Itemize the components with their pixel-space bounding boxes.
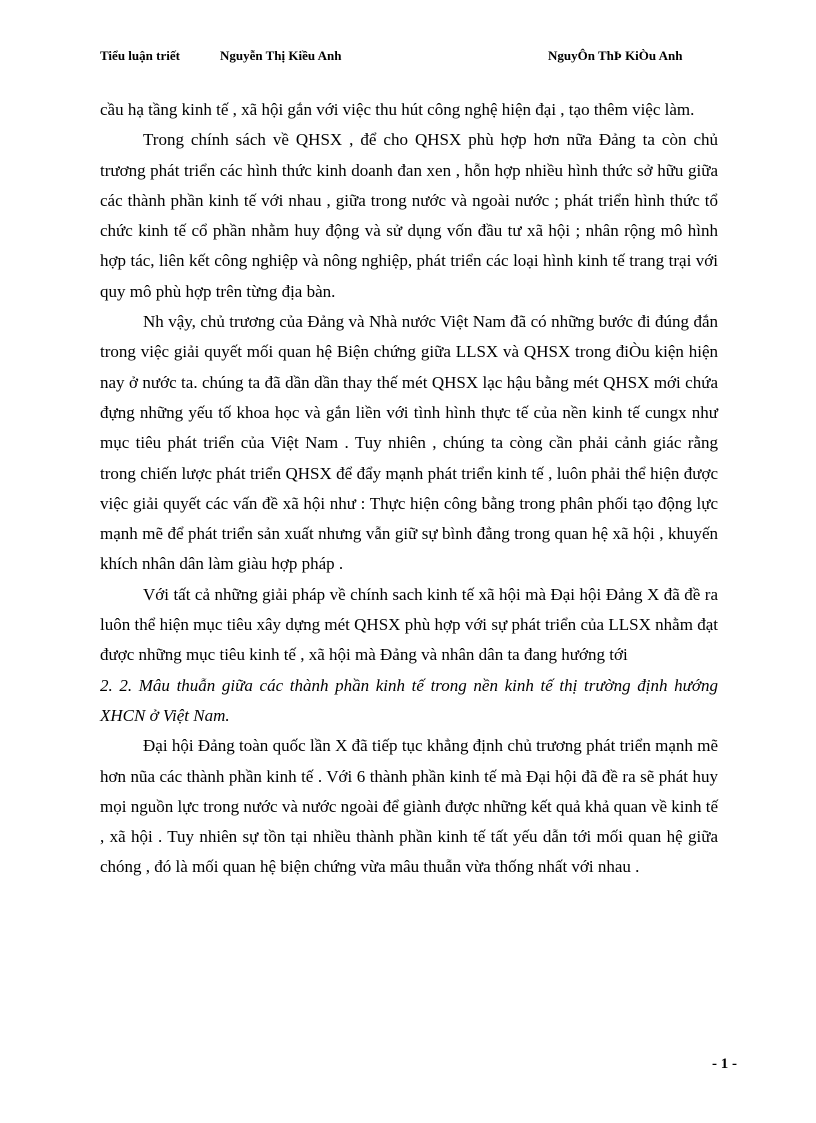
header-right-author: NguyÔn ThÞ KiÒu Anh: [548, 48, 683, 63]
paragraph-continuation: cầu hạ tầng kinh tế , xã hội gắn với việc thu hút công nghệ hiện đại , tạo thêm việc làm.: [100, 100, 695, 119]
paragraph: Nh vậy, chủ trương của Đảng và Nhà nước Việt Nam đã có những bước đi đúng đắn trong việc giải quyết mối quan hệ Biện chứng giữa LLSX và QHSX trong điÒu kiện hiện nay ở nước ta. chúng ta đã dần dần thay thế mét QHSX lạc hậu bằng mét QHSX mới chứa đựng những yếu tố khoa học và gắn liền với tình hình thực tế của nền kinh tế cungx như mục tiêu phát triển của Việt Nam . Tuy nhiên , chúng ta còng cần phải cảnh giác rằng trong chiến lược phát triển QHSX để đẩy mạnh phát triển kinh tế , luôn phải thể hiện được việc giải quyết các vấn đề xã hội như : Thực hiện công bằng trong phân phối tạo động lực mạnh mẽ để phát triển sản xuất nhưng vẫn giữ sự bình đẳng trong quan hệ xã hội , khuyến khích nhân dân làm giàu hợp pháp .: [100, 312, 718, 574]
document-body: [100, 95, 718, 883]
header-left-title: Tiểu luận triết: [100, 48, 180, 63]
section-heading: 2. 2. Mâu thuẫn giữa các thành phần kinh tế trong nền kinh tế thị trường định hướng XHCN ở Việt Nam.: [100, 675, 718, 725]
paragraph: Với tất cả những giải pháp về chính sach kinh tế xã hội mà Đại hội Đảng X đã đề ra luôn thể hiện mục tiêu xây dựng mét QHSX phù hợp với sự phát triển của LLSX nhằm đạt được những mục tiêu kinh tế , xã hội mà Đảng và nhân dân ta đang hướng tới: [100, 584, 718, 665]
page-number: - 1 -: [712, 1056, 737, 1072]
paragraph: Trong chính sách về QHSX , để cho QHSX phù hợp hơn nữa Đảng ta còn chủ trương phát triển các hình thức kinh doanh đan xen , hỗn hợp nhiều hình thức sở hữu giữa các thành phần kinh tế với nhau , giữa trong nước và ngoài nước ; phát triển hình thức tổ chức kinh tế cổ phần nhằm huy động và sử dụng vốn đầu tư xã hội ; nhân rộng mô hình hợp tác, liên kết công nghiệp và nông nghiệp, phát triển các loại hình kinh tế trang trại với quy mô phù hợp trên từng địa bàn.: [100, 130, 718, 301]
paragraph: Đại hội Đảng toàn quốc lần X đã tiếp tục khẳng định chủ trương phát triển mạnh mẽ hơn nũa các thành phần kinh tế . Với 6 thành phần kinh tế mà Đại hội đã đề ra sẽ phát huy mọi nguồn lực trong nước và nước ngoài để giành được những kết quả khả quan về kinh tế , xã hội . Tuy nhiên sự tồn tại nhiều thành phần kinh tế tất yếu dẫn tới mối quan hệ giữa chóng , đó là mối quan hệ biện chứng vừa mâu thuẫn vừa thống nhất với nhau .: [100, 736, 718, 877]
header-author: Nguyễn Thị Kiều Anh: [220, 48, 342, 63]
